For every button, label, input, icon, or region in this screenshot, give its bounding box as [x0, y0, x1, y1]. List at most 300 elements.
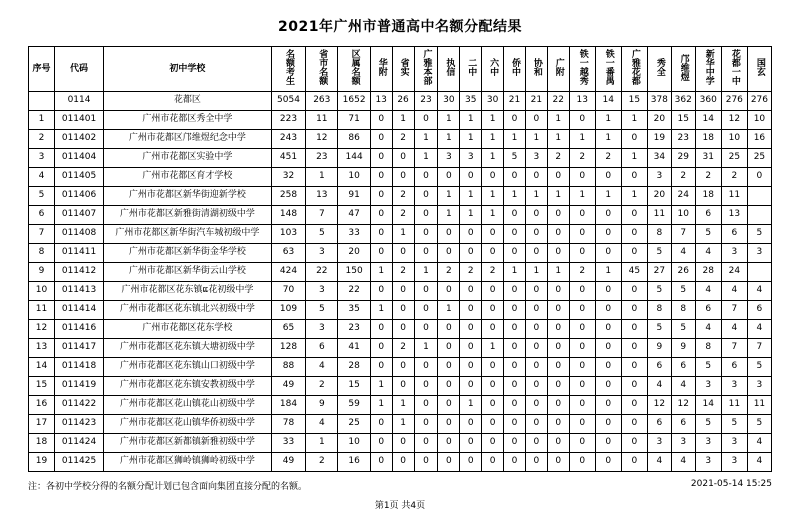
cell-value: 0	[392, 434, 414, 453]
column-header-guangya-benbu: 广雅本部	[414, 47, 438, 92]
cell-value: 0	[438, 453, 460, 472]
cell-value: 3	[460, 149, 482, 168]
cell-value: 2	[460, 263, 482, 282]
cell-value: 0	[569, 206, 595, 225]
cell-value: 0	[621, 244, 647, 263]
cell-value: 1	[504, 263, 526, 282]
cell-value: 3	[671, 434, 695, 453]
cell-value: 1	[460, 111, 482, 130]
cell-school: 广州市花都区实验中学	[104, 149, 272, 168]
cell-value: 0	[370, 434, 392, 453]
cell-value: 6	[747, 301, 771, 320]
cell-school: 广州市花都区花东镇ແ花初级中学	[104, 282, 272, 301]
cell-value: 24	[721, 263, 747, 282]
cell-value: 3	[306, 282, 338, 301]
cell-value: 0	[392, 301, 414, 320]
cell-seq: 3	[29, 149, 55, 168]
cell-value: 29	[671, 149, 695, 168]
cell-seq: 11	[29, 301, 55, 320]
column-header-school: 初中学校	[104, 47, 272, 92]
cell-value: 78	[271, 415, 305, 434]
cell-value: 0	[482, 358, 504, 377]
cell-value: 0	[525, 415, 547, 434]
cell-value: 223	[271, 111, 305, 130]
cell-value: 4	[695, 320, 721, 339]
cell-value: 5	[647, 320, 671, 339]
cell-value: 0	[460, 282, 482, 301]
cell-value: 6	[647, 358, 671, 377]
cell-value: 378	[647, 92, 671, 111]
column-header-erzhong: 二中	[460, 47, 482, 92]
cell-value: 32	[271, 168, 305, 187]
cell-value: 1	[414, 263, 438, 282]
cell-value: 1	[306, 168, 338, 187]
cell-value: 1	[504, 130, 526, 149]
cell-value: 6	[695, 206, 721, 225]
cell-seq: 6	[29, 206, 55, 225]
cell-value: 1	[621, 187, 647, 206]
cell-value: 0	[595, 282, 621, 301]
cell-value: 2	[392, 187, 414, 206]
cell-seq: 16	[29, 396, 55, 415]
cell-value: 0	[414, 111, 438, 130]
cell-value: 0	[370, 225, 392, 244]
cell-code: 011401	[55, 111, 104, 130]
cell-value: 2	[671, 168, 695, 187]
table-row	[29, 187, 772, 206]
cell-code: 011405	[55, 168, 104, 187]
cell-value: 2	[392, 339, 414, 358]
cell-value: 30	[482, 92, 504, 111]
cell-value: 0	[547, 415, 569, 434]
cell-code: 011412	[55, 263, 104, 282]
cell-value: 4	[747, 453, 771, 472]
cell-value: 0	[438, 396, 460, 415]
cell-value: 0	[438, 377, 460, 396]
cell-value: 0	[569, 377, 595, 396]
cell-value: 0	[504, 168, 526, 187]
cell-value: 5	[306, 301, 338, 320]
cell-value: 1	[392, 396, 414, 415]
cell-value: 2	[392, 263, 414, 282]
cell-value: 35	[338, 301, 370, 320]
cell-value: 1	[621, 149, 647, 168]
cell-value: 0	[621, 301, 647, 320]
cell-value: 424	[271, 263, 305, 282]
cell-seq: 5	[29, 187, 55, 206]
column-header-guangya-huadu: 广雅花都	[621, 47, 647, 92]
cell-seq: 15	[29, 377, 55, 396]
cell-value: 0	[504, 282, 526, 301]
table-row	[29, 111, 772, 130]
cell-value: 12	[306, 130, 338, 149]
cell-value: 0	[414, 187, 438, 206]
cell-value: 1	[595, 130, 621, 149]
cell-value: 0	[525, 282, 547, 301]
cell-value: 10	[747, 111, 771, 130]
cell-value: 0	[569, 282, 595, 301]
cell-value: 0	[370, 149, 392, 168]
cell-code: 011417	[55, 339, 104, 358]
cell-value: 0	[525, 206, 547, 225]
cell-value: 3	[721, 453, 747, 472]
column-header-shengshi: 省实	[392, 47, 414, 92]
cell-value: 0	[595, 168, 621, 187]
cell-value: 0	[392, 377, 414, 396]
cell-value: 3	[525, 149, 547, 168]
cell-value: 0	[595, 415, 621, 434]
cell-value: 0	[595, 339, 621, 358]
table-row	[29, 225, 772, 244]
cell-value: 15	[338, 377, 370, 396]
cell-school: 广州市花都区新华街云山学校	[104, 263, 272, 282]
cell-value: 1	[504, 187, 526, 206]
cell-value: 0	[595, 320, 621, 339]
cell-value: 150	[338, 263, 370, 282]
cell-value: 5	[504, 149, 526, 168]
cell-value: 0	[569, 434, 595, 453]
cell-value: 0	[569, 358, 595, 377]
column-header-seq: 序号	[29, 47, 55, 92]
column-header-xiuquan: 秀全	[647, 47, 671, 92]
cell-value	[747, 206, 771, 225]
table-row	[29, 92, 772, 111]
cell-value: 1	[569, 130, 595, 149]
cell-value: 1	[370, 301, 392, 320]
cell-value: 0	[547, 168, 569, 187]
cell-value: 0	[525, 339, 547, 358]
cell-value: 0	[504, 339, 526, 358]
cell-value: 0	[621, 282, 647, 301]
cell-value: 451	[271, 149, 305, 168]
cell-value: 0	[482, 225, 504, 244]
cell-value: 0	[438, 358, 460, 377]
table-row	[29, 320, 772, 339]
cell-value: 1	[595, 187, 621, 206]
cell-value: 0	[482, 396, 504, 415]
cell-value: 10	[338, 434, 370, 453]
table-header-row	[29, 47, 772, 92]
cell-value: 0	[482, 434, 504, 453]
cell-value: 10	[671, 206, 695, 225]
cell-value: 276	[747, 92, 771, 111]
cell-value: 86	[338, 130, 370, 149]
cell-value: 0	[525, 168, 547, 187]
cell-value: 0	[525, 225, 547, 244]
cell-value: 0	[569, 453, 595, 472]
cell-value: 0	[547, 434, 569, 453]
cell-value: 21	[504, 92, 526, 111]
cell-value: 0	[547, 225, 569, 244]
cell-value: 28	[338, 358, 370, 377]
cell-value: 3	[438, 149, 460, 168]
table-body	[29, 92, 772, 472]
cell-value: 0	[747, 168, 771, 187]
cell-value: 3	[695, 377, 721, 396]
cell-seq: 14	[29, 358, 55, 377]
cell-value: 0	[569, 244, 595, 263]
cell-value: 2	[392, 130, 414, 149]
cell-school: 广州市花都区新雅街清湖初级中学	[104, 206, 272, 225]
cell-value: 0	[621, 358, 647, 377]
cell-value: 10	[721, 130, 747, 149]
cell-value: 4	[747, 320, 771, 339]
cell-value: 1	[414, 149, 438, 168]
cell-value: 2	[695, 168, 721, 187]
cell-value: 0	[504, 244, 526, 263]
cell-value: 0	[621, 415, 647, 434]
cell-seq: 2	[29, 130, 55, 149]
cell-value: 41	[338, 339, 370, 358]
cell-value: 2	[547, 149, 569, 168]
cell-value: 1	[438, 130, 460, 149]
cell-value: 13	[569, 92, 595, 111]
cell-value: 0	[621, 168, 647, 187]
column-header-guangfu: 广附	[547, 47, 569, 92]
cell-value: 47	[338, 206, 370, 225]
table-row	[29, 301, 772, 320]
cell-value: 0	[460, 320, 482, 339]
cell-seq: 12	[29, 320, 55, 339]
cell-value: 0	[547, 244, 569, 263]
cell-value: 10	[338, 168, 370, 187]
cell-value: 0	[569, 320, 595, 339]
cell-value: 5	[647, 282, 671, 301]
cell-value: 0	[460, 377, 482, 396]
cell-code: 011423	[55, 415, 104, 434]
cell-value: 4	[647, 377, 671, 396]
cell-value: 5	[647, 244, 671, 263]
cell-value: 23	[306, 149, 338, 168]
cell-value: 30	[438, 92, 460, 111]
cell-value: 13	[370, 92, 392, 111]
column-header-xinhua: 新华中学	[695, 47, 721, 92]
cell-value: 1	[525, 130, 547, 149]
cell-value: 5	[747, 358, 771, 377]
cell-value: 18	[695, 130, 721, 149]
cell-value: 0	[525, 453, 547, 472]
cell-value: 11	[721, 396, 747, 415]
cell-value: 65	[271, 320, 305, 339]
cell-seq: 13	[29, 339, 55, 358]
cell-school: 广州市花都区新华街金华学校	[104, 244, 272, 263]
cell-value: 7	[747, 339, 771, 358]
cell-value: 0	[392, 320, 414, 339]
cell-value: 0	[438, 434, 460, 453]
cell-value: 0	[504, 415, 526, 434]
table-row	[29, 434, 772, 453]
cell-code: 011407	[55, 206, 104, 225]
cell-value: 8	[647, 225, 671, 244]
cell-value: 1	[370, 377, 392, 396]
cell-value: 25	[338, 415, 370, 434]
cell-value: 4	[695, 282, 721, 301]
cell-value: 0	[370, 415, 392, 434]
cell-school: 广州市花都区新华街汽车城初级中学	[104, 225, 272, 244]
cell-value: 8	[695, 339, 721, 358]
cell-value: 1	[392, 111, 414, 130]
cell-value: 6	[695, 301, 721, 320]
cell-value: 0	[504, 301, 526, 320]
cell-value: 128	[271, 339, 305, 358]
cell-value: 0	[460, 415, 482, 434]
cell-value	[747, 187, 771, 206]
cell-value: 7	[306, 206, 338, 225]
cell-value: 1	[482, 339, 504, 358]
cell-value: 0	[392, 282, 414, 301]
cell-value: 15	[621, 92, 647, 111]
cell-value: 0	[547, 358, 569, 377]
cell-value: 0	[569, 396, 595, 415]
cell-value: 0	[504, 206, 526, 225]
cell-value: 2	[569, 149, 595, 168]
cell-value: 1	[370, 263, 392, 282]
cell-value: 1	[525, 187, 547, 206]
cell-value: 11	[306, 111, 338, 130]
cell-value: 33	[271, 434, 305, 453]
cell-value: 0	[414, 434, 438, 453]
cell-value: 27	[647, 263, 671, 282]
cell-value: 0	[504, 358, 526, 377]
cell-value: 0	[595, 206, 621, 225]
cell-value: 1	[392, 225, 414, 244]
cell-value: 0	[460, 225, 482, 244]
cell-value: 11	[721, 187, 747, 206]
cell-school: 广州市花都区新都镇新雅初级中学	[104, 434, 272, 453]
table-row	[29, 206, 772, 225]
allocation-table	[28, 46, 772, 472]
cell-value: 1	[414, 130, 438, 149]
cell-code: 011413	[55, 282, 104, 301]
cell-value: 6	[647, 415, 671, 434]
cell-seq: 8	[29, 244, 55, 263]
cell-value: 22	[547, 92, 569, 111]
cell-value: 148	[271, 206, 305, 225]
cell-value: 6	[306, 339, 338, 358]
cell-value: 0	[392, 168, 414, 187]
cell-value: 23	[338, 320, 370, 339]
cell-value: 1	[438, 206, 460, 225]
cell-value: 258	[271, 187, 305, 206]
cell-value: 1	[595, 111, 621, 130]
cell-value: 0	[438, 415, 460, 434]
cell-value: 5	[671, 320, 695, 339]
cell-value: 0	[547, 206, 569, 225]
cell-value: 0	[438, 225, 460, 244]
column-header-xiehe: 协和	[525, 47, 547, 92]
cell-value: 71	[338, 111, 370, 130]
cell-school: 广州市花都区新华街迎新学校	[104, 187, 272, 206]
cell-value: 0	[460, 358, 482, 377]
cell-value: 0	[414, 206, 438, 225]
cell-value: 25	[747, 149, 771, 168]
cell-code: 011404	[55, 149, 104, 168]
cell-value: 0	[595, 377, 621, 396]
cell-value: 0	[595, 301, 621, 320]
cell-value: 3	[721, 434, 747, 453]
cell-value: 19	[647, 130, 671, 149]
cell-value: 1	[482, 187, 504, 206]
cell-value: 5	[721, 415, 747, 434]
cell-value: 4	[647, 453, 671, 472]
timestamp: 2021-05-14 15:25	[690, 479, 772, 489]
cell-school: 广州市花都区狮岭镇狮岭初级中学	[104, 453, 272, 472]
cell-value: 0	[438, 282, 460, 301]
cell-seq: 9	[29, 263, 55, 282]
cell-value: 0	[460, 434, 482, 453]
cell-value: 0	[525, 320, 547, 339]
cell-value: 1	[438, 187, 460, 206]
column-header-guoxuan: 国玄	[747, 47, 771, 92]
page-footer: 第1页 共4页	[374, 501, 426, 511]
cell-value: 5	[671, 282, 695, 301]
cell-value: 4	[747, 282, 771, 301]
cell-value: 15	[671, 111, 695, 130]
cell-value: 0	[595, 244, 621, 263]
cell-seq	[29, 92, 55, 111]
cell-value: 4	[721, 282, 747, 301]
cell-value: 3	[721, 244, 747, 263]
cell-value: 0	[414, 282, 438, 301]
cell-value: 0	[370, 453, 392, 472]
column-header-district-quota: 区属名额	[338, 47, 370, 92]
table-row	[29, 377, 772, 396]
cell-value: 7	[721, 339, 747, 358]
column-header-code: 代码	[55, 47, 104, 92]
cell-value: 2	[306, 377, 338, 396]
cell-value: 1	[621, 111, 647, 130]
table-header	[29, 47, 772, 92]
cell-value: 0	[621, 453, 647, 472]
cell-value: 0	[370, 130, 392, 149]
cell-value: 1	[370, 396, 392, 415]
cell-school: 广州市花都区花东镇山口初级中学	[104, 358, 272, 377]
cell-value: 362	[671, 92, 695, 111]
cell-value: 0	[569, 415, 595, 434]
cell-value: 3	[747, 377, 771, 396]
cell-code: 011419	[55, 377, 104, 396]
cell-value: 0	[370, 168, 392, 187]
cell-value: 63	[271, 244, 305, 263]
cell-value: 0	[595, 358, 621, 377]
cell-seq: 7	[29, 225, 55, 244]
cell-value: 6	[721, 225, 747, 244]
cell-value: 360	[695, 92, 721, 111]
cell-value: 0	[482, 377, 504, 396]
cell-value: 0	[414, 225, 438, 244]
cell-value: 3	[306, 320, 338, 339]
cell-value: 0	[438, 320, 460, 339]
cell-value: 0	[482, 282, 504, 301]
cell-value: 0	[438, 339, 460, 358]
table-row	[29, 130, 772, 149]
cell-value: 0	[482, 168, 504, 187]
cell-value: 0	[621, 377, 647, 396]
cell-value: 5054	[271, 92, 305, 111]
cell-value: 1	[595, 263, 621, 282]
cell-value: 0	[525, 434, 547, 453]
cell-value: 7	[671, 225, 695, 244]
cell-value: 4	[695, 244, 721, 263]
cell-value: 6	[671, 415, 695, 434]
cell-value: 9	[671, 339, 695, 358]
footnote-row	[28, 479, 772, 492]
cell-value: 0	[504, 111, 526, 130]
cell-value: 1	[438, 111, 460, 130]
cell-value: 0	[621, 320, 647, 339]
cell-code: 011402	[55, 130, 104, 149]
cell-value: 1	[460, 206, 482, 225]
